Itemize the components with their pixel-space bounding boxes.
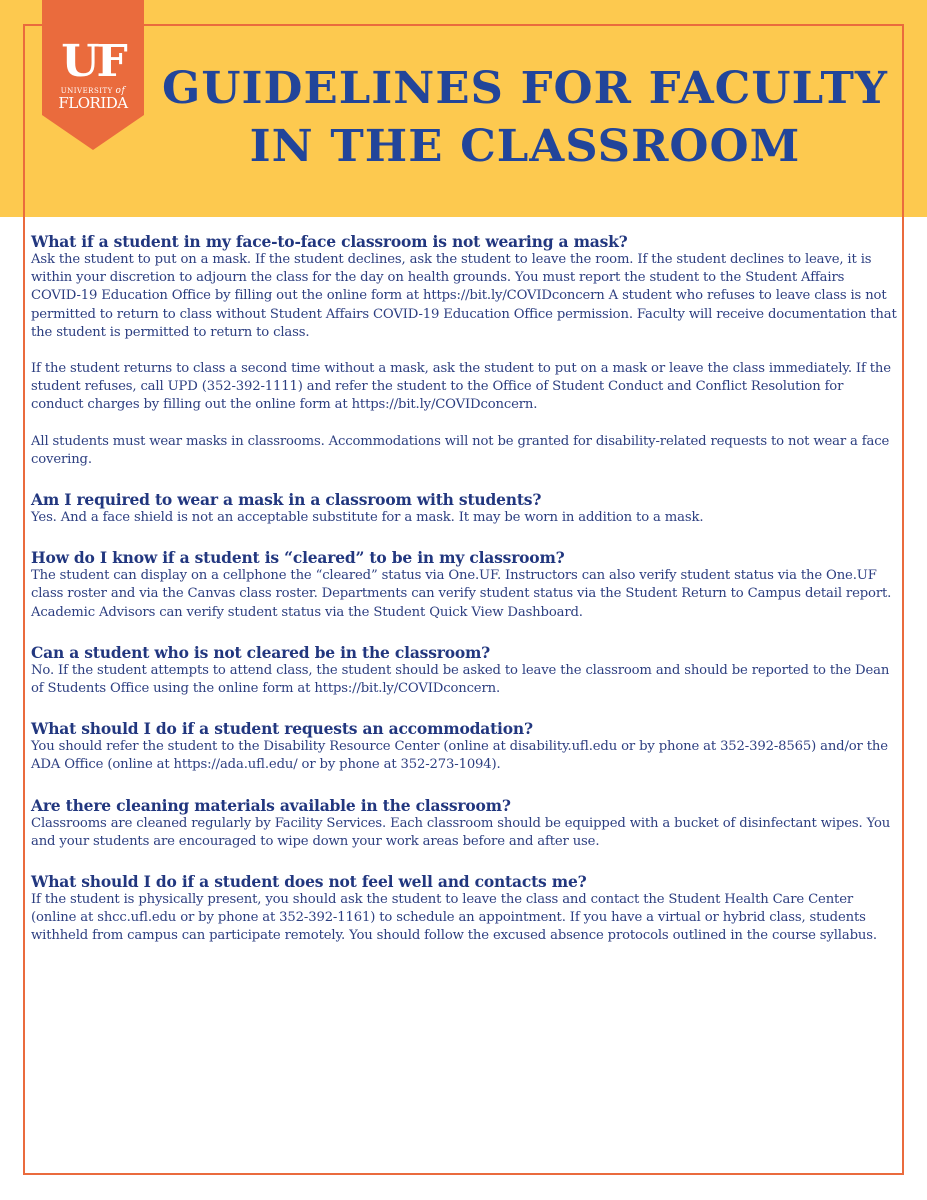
faq-section-not-cleared <box>31 643 897 698</box>
faq-section-faculty-mask <box>31 490 897 527</box>
uf-logo <box>42 0 144 150</box>
faq-answer: The student can display on a cellphone the “cleared” status via One.UF. Instructors can also verify student status via the One.UF class roster and via the Canvas class roster. Departments can verify student status via the Student Return to Campus detail report. Academic Advisors can verify student status via the Student Quick View Dashboard. <box>31 568 892 620</box>
logo-mark: UF <box>61 36 125 87</box>
faq-answer: No. If the student attempts to attend class, the student should be asked to leave the classroom and should be reported to the Dean of Students Office using the online form at https://bit.ly/COVIDconcern. <box>31 662 890 697</box>
faq-question: What should I do if a student does not feel well and contacts me? <box>31 872 587 892</box>
faq-question: Can a student who is not cleared be in the classroom? <box>31 642 491 662</box>
faq-question: What should I do if a student requests an accommodation? <box>31 719 533 739</box>
faq-content <box>31 232 897 946</box>
page-title <box>143 60 908 176</box>
logo-of-word: of <box>115 86 126 96</box>
title-line-1: GUIDELINES FOR FACULTY <box>162 63 888 114</box>
logo-florida-text: FLORIDA <box>58 94 128 112</box>
faq-section-cleaning <box>31 796 897 851</box>
faq-answer: All students must wear masks in classrooms. Accommodations will not be granted for disability-related requests to not wear a face covering. <box>31 433 890 467</box>
faq-answer: Classrooms are cleaned regularly by Facility Services. Each classroom should be equipped with a bucket of disinfectant wipes. You and your students are encouraged to wipe down your work areas before and after use. <box>31 815 891 849</box>
faq-answer: Ask the student to put on a mask. If the student declines, ask the student to leave the room. If the student declines to leave, it is within your discretion to adjourn the class for the day on health grounds. You must report the student to the Student Affairs COVID-19 Education Office by filling out the online form at https://bit.ly/COVIDconcern A student who refuses to leave class is not permitted to return to class without Student Affairs COVID-19 Education Office permission. Faculty will receive documentation that the student is permitted to return to class. <box>31 252 897 340</box>
faq-answer: You should refer the student to the Disability Resource Center (online at disability.ufl.edu or by phone at 352-392-8565) and/or the ADA Office (online at https://ada.ufl.edu/ or by phone at 352-273-1094). <box>31 739 888 773</box>
faq-question: How do I know if a student is “cleared” to be in my classroom? <box>31 548 565 568</box>
faq-section-unwell-student <box>31 872 897 946</box>
faq-answer: If the student is physically present, you should ask the student to leave the class and contact the Student Health Care Center (online at shcc.ufl.edu or by phone at 352-392-1161) to schedule an appointment. If you have a virtual or hybrid class, students withheld from campus can participate remotely. You should follow the excused absence protocols outlined in the course syllabus. <box>31 892 877 944</box>
logo-university-word: UNIVERSITY <box>60 87 113 95</box>
faq-answer: Yes. And a face shield is not an acceptable substitute for a mask. It may be worn in addition to a mask. <box>31 510 704 526</box>
title-line-2: IN THE CLASSROOM <box>249 121 801 172</box>
faq-section-cleared-status <box>31 548 897 622</box>
faq-question: Am I required to wear a mask in a classroom with students? <box>31 490 542 510</box>
faq-answer: If the student returns to class a second time without a mask, ask the student to put on a mask or leave the class immediately. If the student refuses, call UPD (352-392-1111) and refer the student to the Office of Student Conduct and Conflict Resolution for conduct charges by filling out the online form at https://bit.ly/COVIDconcern. <box>31 361 891 413</box>
faq-question: Are there cleaning materials available in the classroom? <box>31 795 511 815</box>
faq-section-mask-student <box>31 232 897 469</box>
faq-question: What if a student in my face-to-face classroom is not wearing a mask? <box>31 232 628 251</box>
faq-section-accommodation <box>31 719 897 774</box>
